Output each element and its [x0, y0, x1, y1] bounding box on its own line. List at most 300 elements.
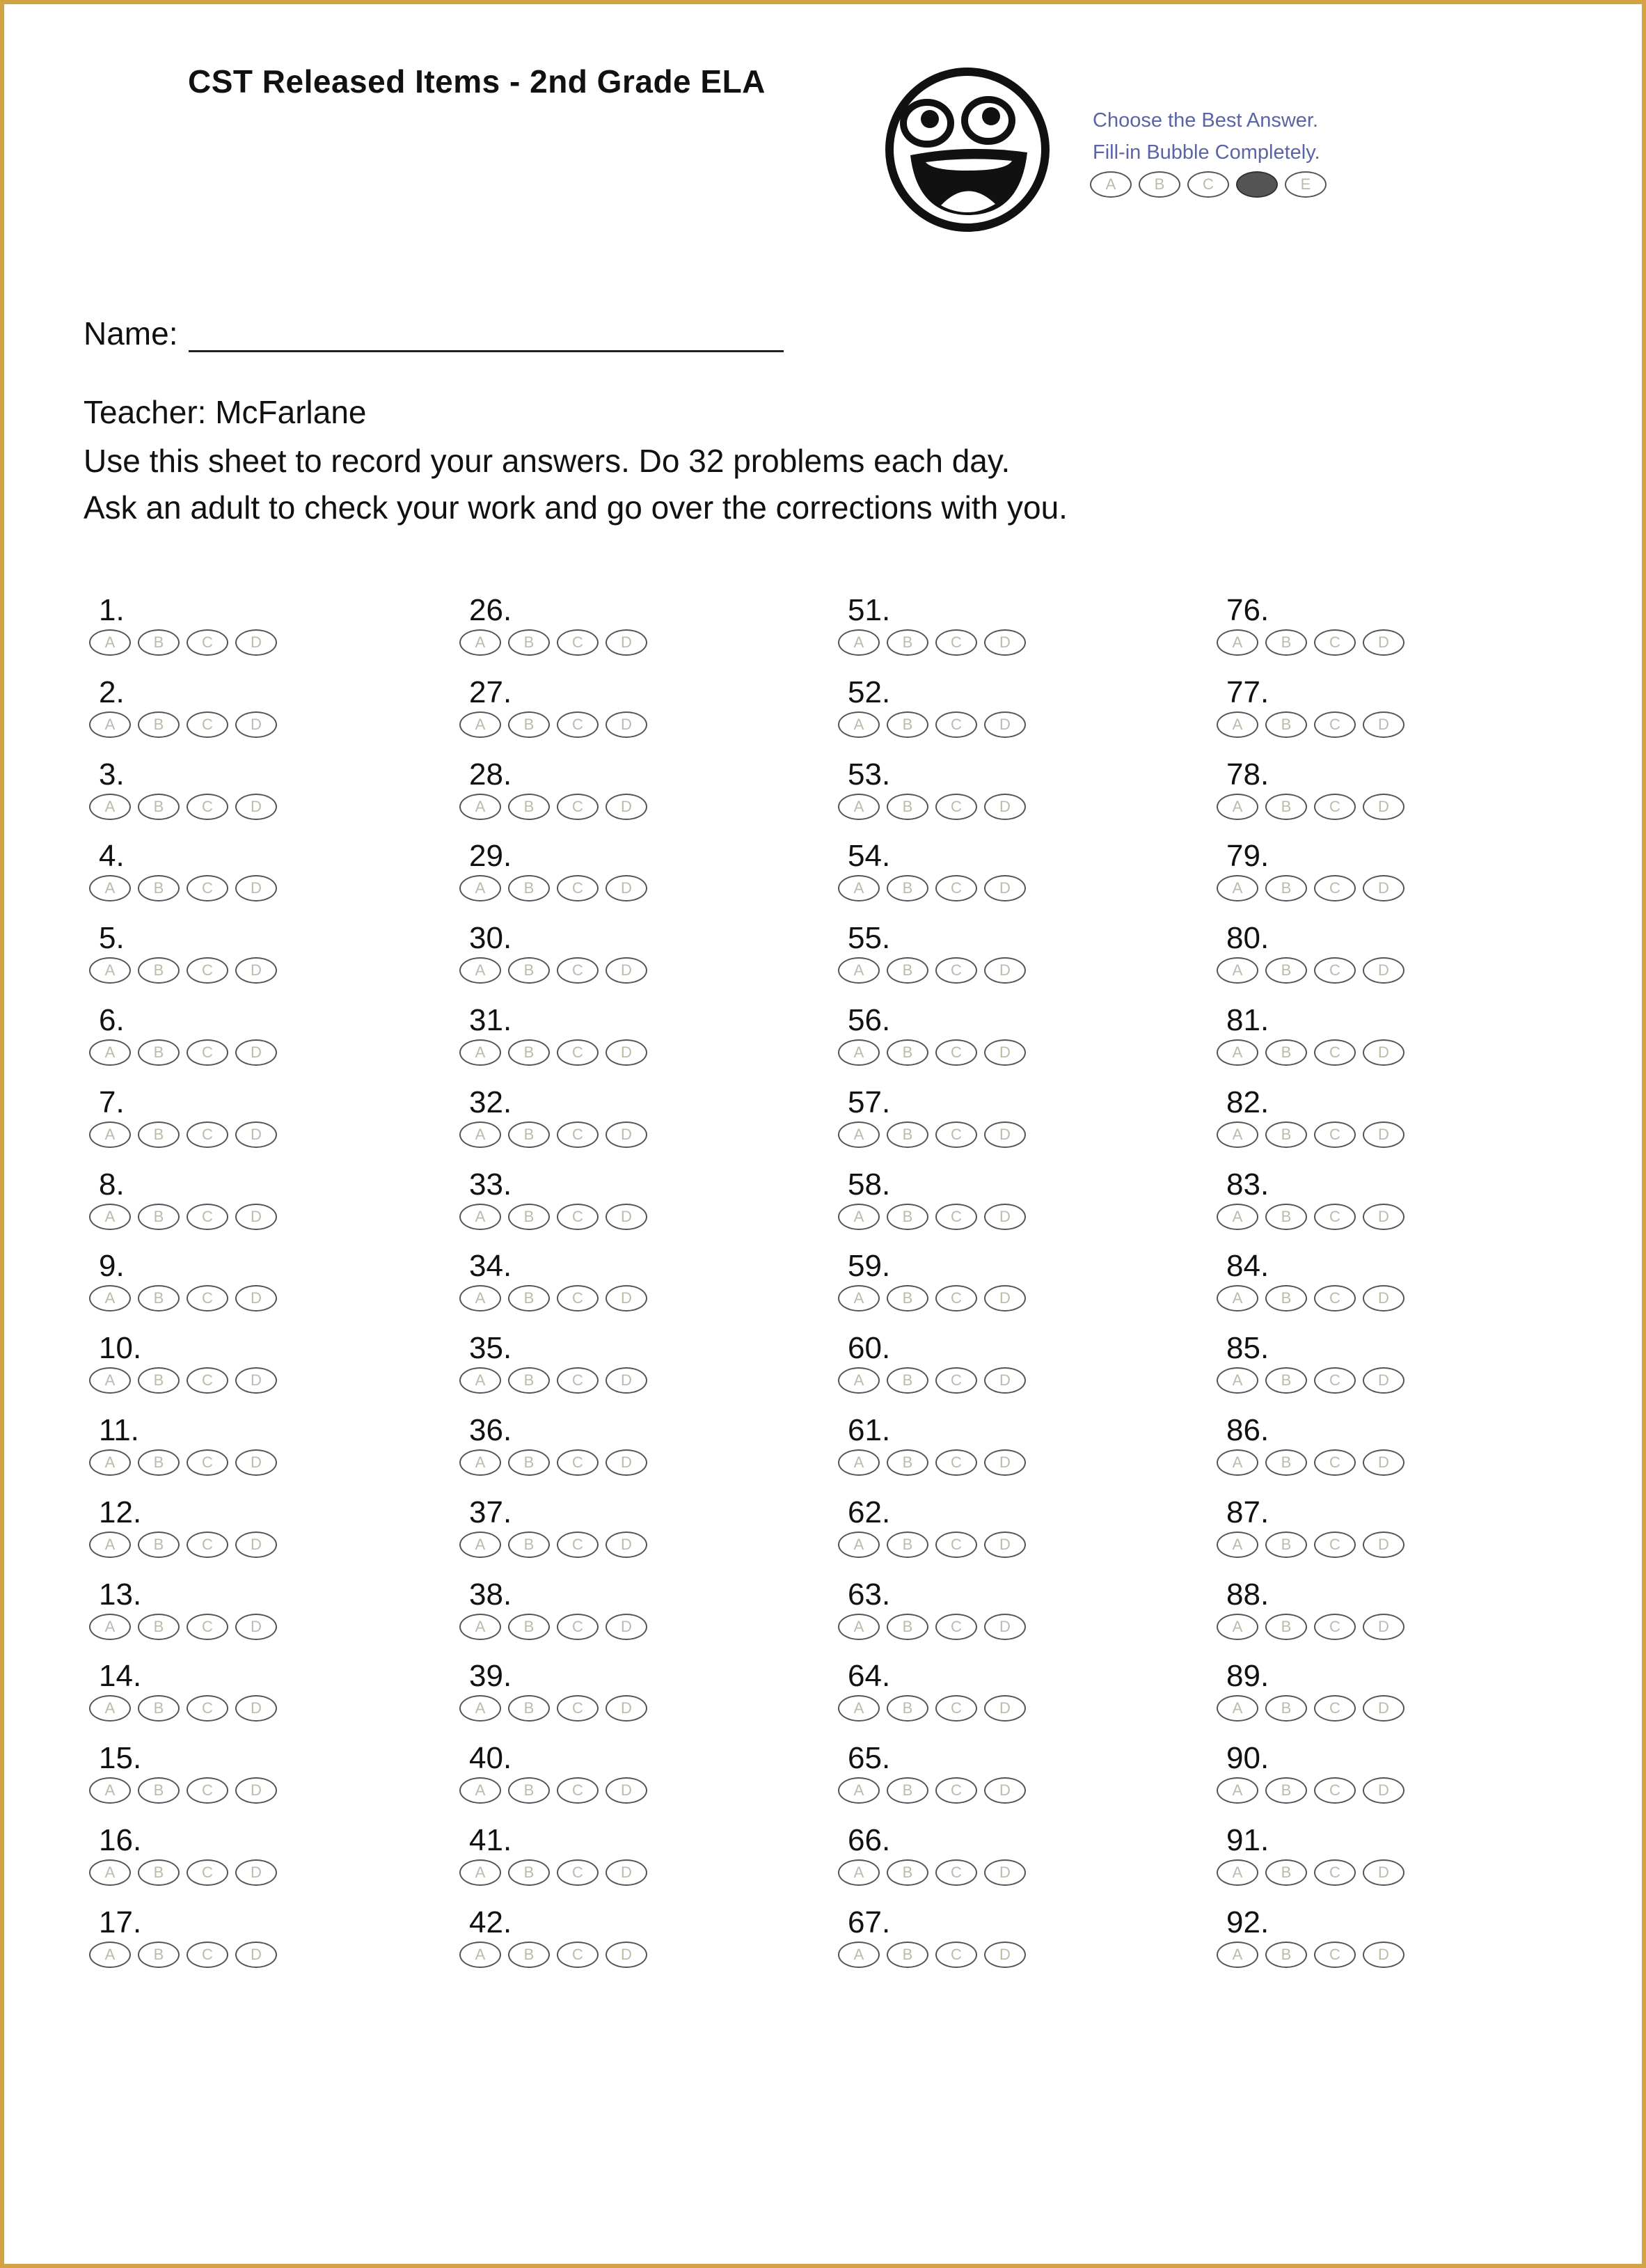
answer-bubble-c[interactable]: C [187, 794, 228, 820]
answer-bubble-a[interactable]: A [838, 1942, 880, 1968]
answer-bubble-c[interactable]: C [1314, 711, 1356, 738]
answer-bubble-a[interactable]: A [1217, 711, 1258, 738]
answer-bubble-d[interactable]: D [984, 1204, 1026, 1230]
answer-bubble-c[interactable]: C [557, 1531, 599, 1558]
answer-bubble-c[interactable]: C [1314, 957, 1356, 984]
answer-bubble-b[interactable]: B [508, 1695, 550, 1722]
answer-bubble-c[interactable]: C [187, 875, 228, 901]
answer-bubble-d[interactable]: D [606, 1777, 647, 1804]
answer-bubble-c[interactable]: C [1314, 1367, 1356, 1394]
answer-bubble-b[interactable]: B [508, 1777, 550, 1804]
answer-bubble-b[interactable]: B [138, 1695, 180, 1722]
question-item [89, 839, 298, 915]
answer-bubble-b[interactable]: B [1265, 1531, 1307, 1558]
answer-bubble-a[interactable]: A [1217, 1942, 1258, 1968]
answer-bubble-a[interactable]: A [1217, 1449, 1258, 1476]
answer-bubble-c[interactable]: C [1314, 629, 1356, 656]
answer-bubble-b[interactable]: B [887, 1695, 928, 1722]
answer-bubble-b[interactable]: B [508, 711, 550, 738]
answer-bubble-b[interactable]: B [138, 711, 180, 738]
answer-bubble-a[interactable]: A [1217, 629, 1258, 656]
answer-bubbles [89, 957, 277, 984]
answer-bubble-a[interactable]: A [1217, 875, 1258, 901]
answer-bubble-c[interactable]: C [187, 1039, 228, 1066]
answer-bubble-b[interactable]: B [1265, 794, 1307, 820]
answer-bubble-b[interactable]: B [887, 1121, 928, 1148]
answer-bubble-c[interactable]: C [935, 1449, 977, 1476]
answer-bubble-c[interactable]: C [557, 1367, 599, 1394]
question-item [1217, 1167, 1425, 1244]
answer-bubble-a[interactable]: A [838, 1121, 880, 1148]
answer-bubble-a[interactable]: A [838, 1204, 880, 1230]
answer-bubble-b[interactable]: B [887, 1614, 928, 1640]
answer-bubble-d[interactable]: D [235, 1039, 277, 1066]
answer-bubble-a[interactable]: A [1217, 1204, 1258, 1230]
answer-bubble-a[interactable]: A [838, 711, 880, 738]
answer-bubble-c[interactable]: C [187, 1367, 228, 1394]
answer-bubble-a[interactable]: A [89, 1777, 131, 1804]
answer-bubble-c[interactable]: C [187, 1777, 228, 1804]
answer-bubble-c[interactable]: C [1314, 875, 1356, 901]
answer-bubble-b[interactable]: B [1265, 1285, 1307, 1312]
answer-bubble-c[interactable]: C [935, 1285, 977, 1312]
answer-bubble-a[interactable]: A [459, 1449, 501, 1476]
answer-bubble-b[interactable]: B [508, 1942, 550, 1968]
answer-bubble-d[interactable]: D [984, 957, 1026, 984]
answer-bubble-b[interactable]: B [887, 1531, 928, 1558]
answer-bubble-a[interactable]: A [89, 794, 131, 820]
answer-bubble-a[interactable]: A [89, 629, 131, 656]
answer-bubble-c[interactable]: C [557, 1942, 599, 1968]
answer-bubbles [89, 629, 277, 656]
answer-bubble-b[interactable]: B [508, 1367, 550, 1394]
answer-bubble-a[interactable]: A [89, 957, 131, 984]
answer-bubble-c[interactable]: C [187, 1859, 228, 1886]
answer-bubble-d[interactable]: D [1363, 1449, 1404, 1476]
question-number: 32. [469, 1085, 512, 1119]
answer-bubble-d[interactable]: D [235, 1695, 277, 1722]
answer-bubble-c[interactable]: C [557, 1859, 599, 1886]
answer-bubble-b[interactable]: B [887, 794, 928, 820]
answer-bubble-b[interactable]: B [887, 1942, 928, 1968]
answer-bubble-c[interactable]: C [557, 1285, 599, 1312]
answer-bubble-c[interactable]: C [935, 629, 977, 656]
answer-bubble-d[interactable]: D [1363, 1614, 1404, 1640]
answer-bubble-c[interactable]: C [187, 1285, 228, 1312]
answer-bubble-b[interactable]: B [1265, 1367, 1307, 1394]
answer-bubble-a[interactable]: A [89, 1695, 131, 1722]
answer-bubble-d[interactable]: D [235, 1285, 277, 1312]
answer-bubble-b[interactable]: B [508, 875, 550, 901]
answer-bubble-c[interactable]: C [935, 1777, 977, 1804]
answer-bubble-d[interactable]: D [235, 957, 277, 984]
answer-bubble-d[interactable]: D [984, 875, 1026, 901]
answer-bubble-d[interactable]: D [606, 1614, 647, 1640]
question-item [1217, 1905, 1425, 1982]
question-number: 82. [1226, 1085, 1269, 1119]
answer-bubble-b[interactable]: B [138, 1777, 180, 1804]
answer-bubble-a[interactable]: A [89, 1204, 131, 1230]
answer-bubble-d[interactable]: D [1363, 1367, 1404, 1394]
answer-bubble-c[interactable]: C [1314, 1942, 1356, 1968]
question-number: 27. [469, 675, 512, 709]
answer-bubble-a[interactable]: A [1217, 957, 1258, 984]
answer-bubble-d[interactable]: D [606, 1449, 647, 1476]
answer-bubble-c[interactable]: C [557, 1614, 599, 1640]
answer-bubble-b[interactable]: B [138, 1285, 180, 1312]
answer-bubble-a[interactable]: A [89, 1942, 131, 1968]
answer-bubble-a[interactable]: A [89, 1614, 131, 1640]
answer-bubble-b[interactable]: B [1265, 1859, 1307, 1886]
answer-bubble-d[interactable]: D [1363, 1531, 1404, 1558]
answer-bubble-d[interactable]: D [235, 794, 277, 820]
answer-bubble-a[interactable]: A [459, 1285, 501, 1312]
answer-bubble-c[interactable]: C [1314, 1859, 1356, 1886]
answer-bubble-a[interactable]: A [838, 1531, 880, 1558]
question-number: 56. [848, 1003, 891, 1037]
answer-bubble-a[interactable]: A [1217, 1285, 1258, 1312]
answer-bubble-a[interactable]: A [89, 1367, 131, 1394]
answer-bubble-d[interactable]: D [606, 1859, 647, 1886]
answer-bubble-d[interactable]: D [984, 1121, 1026, 1148]
answer-bubble-b[interactable]: B [1265, 1695, 1307, 1722]
answer-bubble-d[interactable]: D [235, 875, 277, 901]
answer-bubble-b[interactable]: B [508, 1285, 550, 1312]
answer-bubble-a[interactable]: A [89, 1449, 131, 1476]
answer-bubble-b[interactable]: B [508, 1531, 550, 1558]
answer-bubble-a[interactable]: A [838, 1777, 880, 1804]
answer-bubble-b[interactable]: B [1265, 629, 1307, 656]
answer-bubble-b[interactable]: B [887, 1859, 928, 1886]
answer-bubble-c[interactable]: C [1314, 1285, 1356, 1312]
answer-bubble-d[interactable]: D [984, 711, 1026, 738]
answer-bubble-b[interactable]: B [887, 1449, 928, 1476]
answer-bubble-b[interactable]: B [138, 1942, 180, 1968]
answer-bubble-b[interactable]: B [887, 1204, 928, 1230]
answer-bubble-c[interactable]: C [1314, 794, 1356, 820]
answer-bubbles [89, 794, 277, 820]
answer-bubble-a[interactable]: A [838, 1614, 880, 1640]
answer-bubble-b[interactable]: B [508, 1121, 550, 1148]
answer-bubble-c[interactable]: C [935, 1531, 977, 1558]
answer-bubble-b[interactable]: B [1265, 1204, 1307, 1230]
answer-bubble-d[interactable]: D [606, 1204, 647, 1230]
answer-bubble-c[interactable]: C [935, 1204, 977, 1230]
answer-bubble-d[interactable]: D [984, 1614, 1026, 1640]
answer-bubble-d[interactable]: D [235, 629, 277, 656]
answer-bubble-d[interactable]: D [984, 1777, 1026, 1804]
answer-bubble-a[interactable]: A [459, 1204, 501, 1230]
answer-bubble-c[interactable]: C [187, 629, 228, 656]
answer-bubble-d[interactable]: D [606, 1121, 647, 1148]
answer-bubble-c[interactable]: C [557, 1695, 599, 1722]
answer-bubble-a[interactable]: A [459, 794, 501, 820]
answer-bubble-b[interactable]: B [887, 875, 928, 901]
answer-bubble-d[interactable]: D [235, 1449, 277, 1476]
answer-bubble-c[interactable]: C [935, 1367, 977, 1394]
answer-bubble-b[interactable]: B [1265, 711, 1307, 738]
answer-bubble-c[interactable]: C [187, 1942, 228, 1968]
answer-bubble-a[interactable]: A [1217, 1531, 1258, 1558]
answer-bubble-a[interactable]: A [838, 957, 880, 984]
answer-bubble-d[interactable]: D [235, 711, 277, 738]
answer-bubble-d[interactable]: D [984, 1531, 1026, 1558]
answer-bubble-a[interactable]: A [1217, 1121, 1258, 1148]
answer-bubble-c[interactable]: C [557, 875, 599, 901]
answer-bubble-c[interactable]: C [1314, 1121, 1356, 1148]
answer-bubble-d[interactable]: D [984, 794, 1026, 820]
answer-bubble-d[interactable]: D [1363, 957, 1404, 984]
answer-bubble-b[interactable]: B [508, 1614, 550, 1640]
answer-bubble-b[interactable]: B [138, 1449, 180, 1476]
answer-bubble-a[interactable]: A [838, 794, 880, 820]
answer-bubble-b[interactable]: B [138, 1367, 180, 1394]
answer-bubble-a[interactable]: A [89, 711, 131, 738]
answer-bubble-c[interactable]: C [187, 711, 228, 738]
answer-bubble-d[interactable]: D [606, 957, 647, 984]
answer-bubble-c[interactable]: C [557, 1449, 599, 1476]
answer-bubble-d[interactable]: D [1363, 1039, 1404, 1066]
answer-bubble-b[interactable]: B [1265, 1449, 1307, 1476]
answer-bubble-a[interactable]: A [459, 1942, 501, 1968]
answer-bubble-d[interactable]: D [235, 1367, 277, 1394]
question-number: 79. [1226, 839, 1269, 873]
answer-bubble-a[interactable]: A [89, 875, 131, 901]
answer-bubble-a[interactable]: A [459, 1859, 501, 1886]
answer-bubble-b[interactable]: B [138, 1531, 180, 1558]
question-item [89, 1249, 298, 1325]
answer-bubble-d[interactable]: D [984, 629, 1026, 656]
question-number: 77. [1226, 675, 1269, 709]
answer-bubble-a[interactable]: A [459, 1614, 501, 1640]
answer-bubble-c[interactable]: C [187, 1121, 228, 1148]
answer-bubble-c[interactable]: C [1314, 1695, 1356, 1722]
answer-bubble-c[interactable]: C [935, 1121, 977, 1148]
answer-bubble-d[interactable]: D [606, 1285, 647, 1312]
answer-bubble-a[interactable]: A [838, 1859, 880, 1886]
answer-bubble-d[interactable]: D [235, 1204, 277, 1230]
answer-bubble-a[interactable]: A [1217, 1695, 1258, 1722]
answer-bubble-b[interactable]: B [508, 794, 550, 820]
answer-bubble-b[interactable]: B [508, 957, 550, 984]
answer-bubble-d[interactable]: D [235, 1942, 277, 1968]
answer-bubble-c[interactable]: C [935, 711, 977, 738]
answer-bubble-d[interactable]: D [606, 1695, 647, 1722]
answer-bubble-d[interactable]: D [1363, 875, 1404, 901]
answer-bubble-b[interactable]: B [1265, 875, 1307, 901]
answer-bubble-b[interactable]: B [138, 1039, 180, 1066]
question-number: 38. [469, 1577, 512, 1612]
answer-bubble-d[interactable]: D [984, 1039, 1026, 1066]
answer-bubble-d[interactable]: D [235, 1614, 277, 1640]
answer-bubble-a[interactable]: A [459, 629, 501, 656]
answer-bubble-b[interactable]: B [1265, 1614, 1307, 1640]
answer-bubble-c[interactable]: C [187, 1204, 228, 1230]
answer-bubble-a[interactable]: A [838, 1285, 880, 1312]
answer-bubble-b[interactable]: B [887, 1367, 928, 1394]
answer-bubble-a[interactable]: A [1217, 1777, 1258, 1804]
answer-bubble-d[interactable]: D [1363, 1942, 1404, 1968]
answer-bubble-b[interactable]: B [508, 1204, 550, 1230]
answer-bubbles [838, 1695, 1026, 1722]
answer-bubble-a[interactable]: A [838, 629, 880, 656]
answer-bubble-c[interactable]: C [557, 957, 599, 984]
answer-bubble-a[interactable]: A [1217, 1039, 1258, 1066]
answer-bubble-b[interactable]: B [887, 711, 928, 738]
answer-bubble-b[interactable]: B [138, 629, 180, 656]
question-item [89, 1823, 298, 1900]
answer-bubble-a[interactable]: A [459, 1531, 501, 1558]
answer-bubble-c[interactable]: C [557, 1204, 599, 1230]
answer-bubble-d[interactable]: D [984, 1285, 1026, 1312]
answer-bubble-d[interactable]: D [606, 711, 647, 738]
answer-bubble-a[interactable]: A [459, 1777, 501, 1804]
answer-bubble-d[interactable]: D [984, 1859, 1026, 1886]
answer-bubble-b[interactable]: B [138, 957, 180, 984]
answer-bubble-b[interactable]: B [508, 1859, 550, 1886]
answer-bubble-a[interactable]: A [1217, 794, 1258, 820]
answer-bubble-c[interactable]: C [935, 875, 977, 901]
answer-bubble-b[interactable]: B [508, 1039, 550, 1066]
question-number: 34. [469, 1249, 512, 1283]
answer-bubble-d[interactable]: D [1363, 1204, 1404, 1230]
question-number: 76. [1226, 593, 1269, 627]
question-number: 64. [848, 1659, 891, 1693]
answer-bubble-d[interactable]: D [984, 1449, 1026, 1476]
answer-bubble-b[interactable]: B [887, 629, 928, 656]
answer-bubble-c[interactable]: C [557, 1777, 599, 1804]
answer-bubble-a[interactable]: A [838, 1449, 880, 1476]
answer-bubble-d[interactable]: D [1363, 629, 1404, 656]
question-item [838, 675, 1047, 752]
question-number: 16. [99, 1823, 142, 1857]
answer-bubble-c[interactable]: C [557, 711, 599, 738]
answer-bubble-c[interactable]: C [935, 1942, 977, 1968]
answer-bubble-c[interactable]: C [1314, 1449, 1356, 1476]
answer-bubble-c[interactable]: C [935, 957, 977, 984]
answer-bubble-a[interactable]: A [89, 1039, 131, 1066]
answer-bubble-a[interactable]: A [1217, 1367, 1258, 1394]
answer-bubble-c[interactable]: C [557, 794, 599, 820]
answer-bubble-d[interactable]: D [1363, 1121, 1404, 1148]
answer-bubble-d[interactable]: D [984, 1367, 1026, 1394]
answer-bubble-a[interactable]: A [1217, 1859, 1258, 1886]
answer-bubble-b[interactable]: B [138, 1859, 180, 1886]
answer-bubble-a[interactable]: A [459, 957, 501, 984]
answer-bubble-c[interactable]: C [557, 1121, 599, 1148]
answer-bubble-d[interactable]: D [1363, 1777, 1404, 1804]
answer-bubble-d[interactable]: D [1363, 1285, 1404, 1312]
answer-bubble-c[interactable]: C [187, 1531, 228, 1558]
answer-bubble-d[interactable]: D [606, 1531, 647, 1558]
answer-bubble-a[interactable]: A [459, 1039, 501, 1066]
answer-bubble-d[interactable]: D [606, 794, 647, 820]
answer-bubble-c[interactable]: C [1314, 1531, 1356, 1558]
answer-bubble-a[interactable]: A [89, 1531, 131, 1558]
answer-bubble-b[interactable]: B [508, 1449, 550, 1476]
answer-bubble-d[interactable]: D [606, 1942, 647, 1968]
example-bubble-e: E [1285, 171, 1327, 198]
answer-bubble-b[interactable]: B [508, 629, 550, 656]
question-item [1217, 1823, 1425, 1900]
answer-bubble-d[interactable]: D [606, 1367, 647, 1394]
answer-bubble-b[interactable]: B [1265, 1777, 1307, 1804]
question-item [838, 1331, 1047, 1408]
answer-bubble-b[interactable]: B [138, 1614, 180, 1640]
answer-bubble-d[interactable]: D [235, 1859, 277, 1886]
answer-bubble-c[interactable]: C [1314, 1614, 1356, 1640]
answer-bubble-b[interactable]: B [1265, 1121, 1307, 1148]
answer-bubble-c[interactable]: C [1314, 1204, 1356, 1230]
answer-bubble-b[interactable]: B [1265, 1942, 1307, 1968]
answer-bubble-c[interactable]: C [935, 794, 977, 820]
answer-bubble-d[interactable]: D [1363, 794, 1404, 820]
answer-bubble-a[interactable]: A [89, 1859, 131, 1886]
answer-bubble-b[interactable]: B [138, 794, 180, 820]
answer-bubble-b[interactable]: B [138, 1121, 180, 1148]
answer-bubble-c[interactable]: C [187, 1695, 228, 1722]
answer-bubble-c[interactable]: C [557, 629, 599, 656]
answer-bubble-c[interactable]: C [1314, 1777, 1356, 1804]
question-item [89, 1331, 298, 1408]
answer-bubble-c[interactable]: C [1314, 1039, 1356, 1066]
answer-bubble-a[interactable]: A [838, 1695, 880, 1722]
answer-bubble-c[interactable]: C [557, 1039, 599, 1066]
answer-bubbles [1217, 1531, 1404, 1558]
question-number: 17. [99, 1905, 142, 1939]
answer-bubble-b[interactable]: B [887, 1285, 928, 1312]
answer-bubble-a[interactable]: A [838, 1367, 880, 1394]
question-item [459, 1659, 668, 1735]
answer-bubble-c[interactable]: C [187, 1614, 228, 1640]
answer-bubble-b[interactable]: B [138, 1204, 180, 1230]
answer-bubble-c[interactable]: C [187, 957, 228, 984]
answer-bubble-c[interactable]: C [935, 1614, 977, 1640]
answer-bubble-b[interactable]: B [138, 875, 180, 901]
answer-bubble-c[interactable]: C [187, 1449, 228, 1476]
answer-bubble-d[interactable]: D [1363, 1695, 1404, 1722]
answer-bubble-d[interactable]: D [1363, 1859, 1404, 1886]
answer-bubble-d[interactable]: D [984, 1942, 1026, 1968]
answer-bubble-a[interactable]: A [459, 711, 501, 738]
answer-bubble-b[interactable]: B [1265, 957, 1307, 984]
answer-bubble-c[interactable]: C [935, 1859, 977, 1886]
answer-bubble-a[interactable]: A [459, 1695, 501, 1722]
answer-bubble-d[interactable]: D [984, 1695, 1026, 1722]
answer-bubble-b[interactable]: B [887, 957, 928, 984]
answer-bubble-d[interactable]: D [606, 875, 647, 901]
answer-bubble-b[interactable]: B [887, 1039, 928, 1066]
answer-bubble-a[interactable]: A [459, 1121, 501, 1148]
answer-bubble-a[interactable]: A [89, 1285, 131, 1312]
answer-bubble-d[interactable]: D [606, 1039, 647, 1066]
answer-bubble-c[interactable]: C [935, 1039, 977, 1066]
answer-bubble-a[interactable]: A [1217, 1614, 1258, 1640]
answer-bubble-b[interactable]: B [887, 1777, 928, 1804]
answer-bubble-a[interactable]: A [838, 1039, 880, 1066]
answer-bubble-a[interactable]: A [459, 875, 501, 901]
answer-bubble-a[interactable]: A [459, 1367, 501, 1394]
answer-bubble-a[interactable]: A [89, 1121, 131, 1148]
answer-bubble-d[interactable]: D [235, 1121, 277, 1148]
answer-bubble-d[interactable]: D [1363, 711, 1404, 738]
answer-bubble-d[interactable]: D [235, 1777, 277, 1804]
answer-bubble-b[interactable]: B [1265, 1039, 1307, 1066]
answer-bubble-d[interactable]: D [235, 1531, 277, 1558]
answer-bubble-d[interactable]: D [606, 629, 647, 656]
answer-bubble-a[interactable]: A [838, 875, 880, 901]
answer-bubble-c[interactable]: C [935, 1695, 977, 1722]
